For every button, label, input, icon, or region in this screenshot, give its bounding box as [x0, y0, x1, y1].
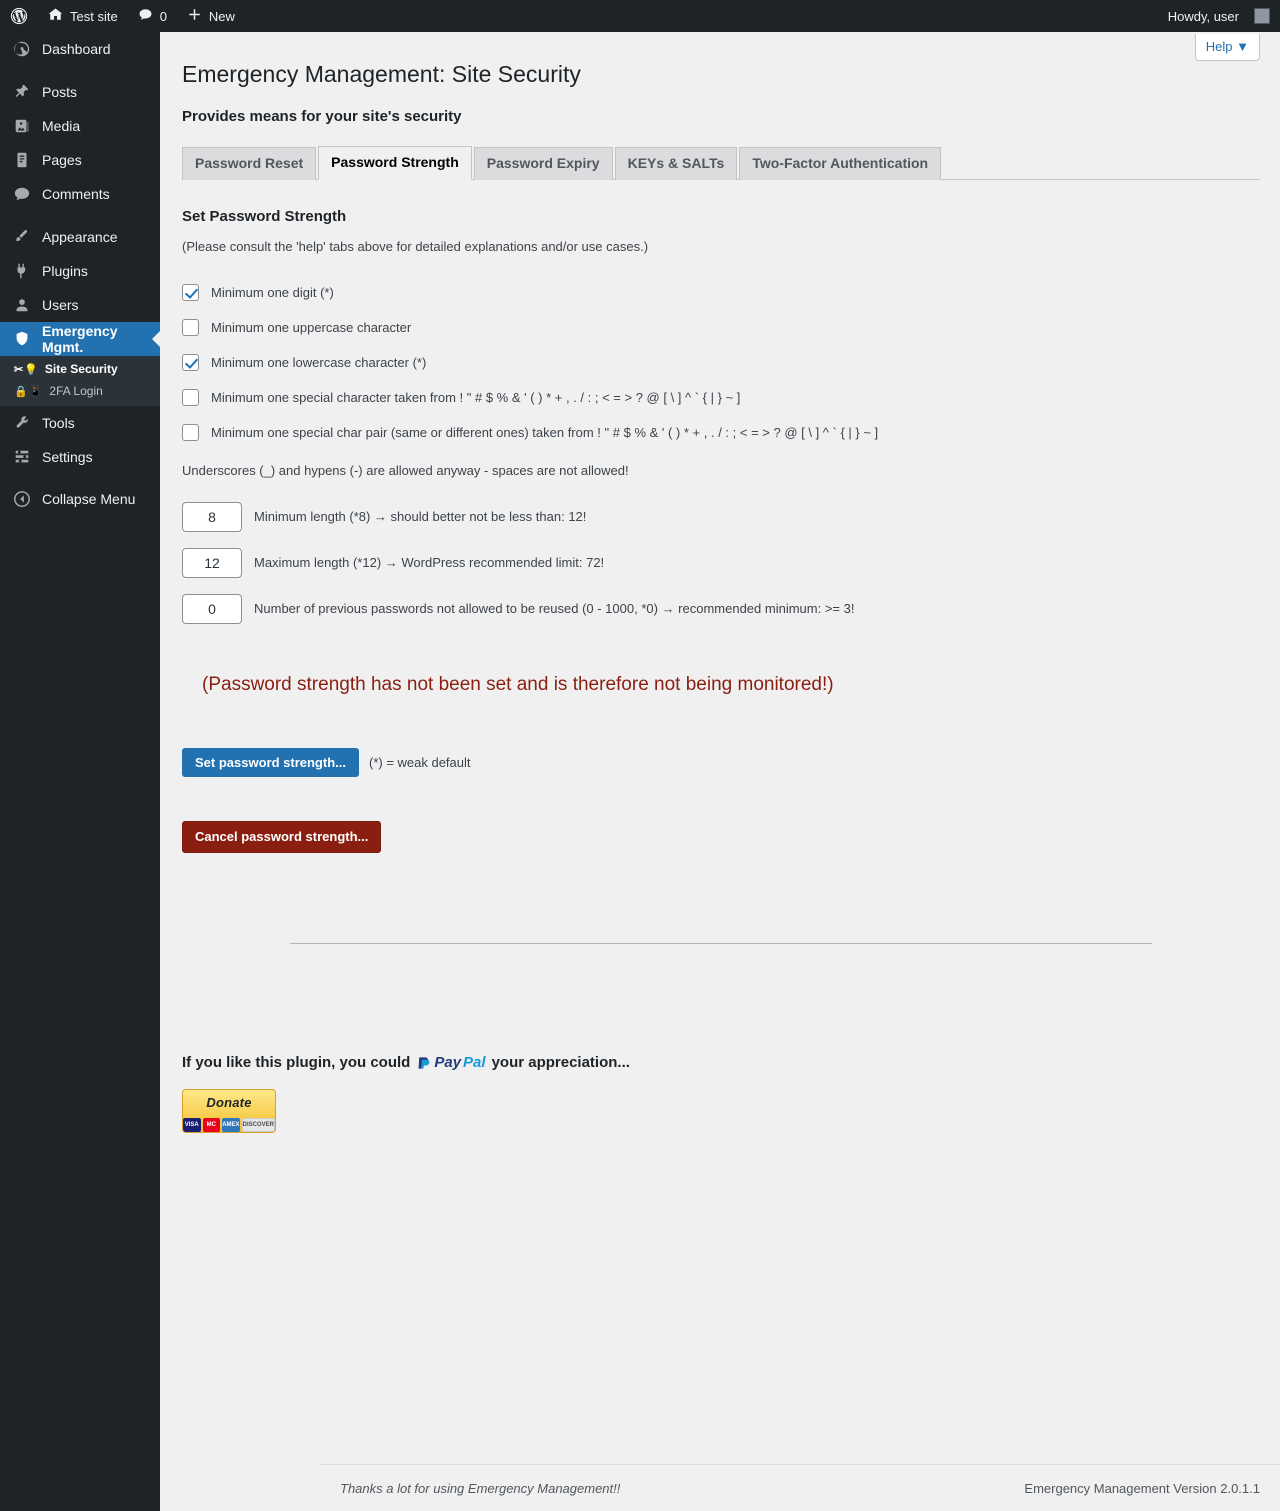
sidebar-item-comments[interactable] — [0, 177, 160, 211]
page-title: Emergency Management: Site Security — [182, 61, 581, 87]
user-icon — [12, 295, 32, 315]
tab-bar — [182, 147, 1260, 180]
comment-bubble-icon — [12, 184, 32, 204]
input-previous-passwords[interactable] — [182, 594, 242, 624]
chevron-down-icon: ▼ — [1236, 39, 1249, 54]
divider — [290, 943, 1152, 944]
sidebar-item-plugins[interactable] — [0, 254, 160, 288]
main-content — [160, 32, 1280, 1511]
mastercard-card-icon: MC — [203, 1118, 221, 1132]
sidebar-item-settings[interactable] — [0, 440, 160, 474]
new-label: New — [208, 8, 235, 24]
home-icon — [48, 7, 63, 25]
sidebar-label: Pages — [42, 152, 82, 168]
sidebar-label: Plugins — [42, 263, 88, 279]
input-minimum-length[interactable] — [182, 502, 242, 532]
sidebar-label: Dashboard — [42, 41, 111, 57]
sidebar-label: Comments — [42, 186, 110, 202]
collapse-arrow-icon — [12, 489, 32, 509]
sidebar-item-dashboard[interactable] — [0, 32, 160, 66]
admin-bar-new[interactable] — [177, 0, 245, 32]
checkbox-minimum-one-special-character[interactable] — [182, 389, 199, 406]
sidebar-separator — [0, 211, 160, 220]
setting-minimum-one-digit — [182, 284, 1260, 301]
submenu-label: 2FA Login — [49, 384, 103, 398]
label-maximum-length: Maximum length (*12) → WordPress recommended limit: 72! — [254, 555, 605, 571]
accepted-cards — [183, 1118, 275, 1132]
submit-row — [182, 748, 1260, 777]
row-previous-passwords — [182, 594, 1260, 624]
sidebar-submenu-emergency-mgmt — [0, 356, 160, 406]
donate-button[interactable] — [182, 1089, 276, 1133]
help-button[interactable] — [1195, 34, 1260, 61]
howdy-label: Howdy, user — [1167, 8, 1239, 24]
amex-card-icon: AMEX — [222, 1118, 240, 1132]
sidebar-label: Emergency Mgmt. — [42, 323, 118, 355]
setting-minimum-one-lowercase — [182, 354, 1260, 371]
collapse-menu-label: Collapse Menu — [42, 491, 136, 507]
sidebar-item-posts[interactable] — [0, 75, 160, 109]
scissors-bulb-icon: ✂💡 — [14, 363, 39, 376]
checkbox-minimum-one-uppercase[interactable] — [182, 319, 199, 336]
page-icon — [12, 150, 32, 170]
sidebar-label: Posts — [42, 84, 78, 100]
panel-note: (Please consult the 'help' tabs above for detailed explanations and/or use cases.) — [182, 238, 649, 254]
sidebar-label: Users — [42, 297, 79, 313]
section-title: Set Password Strength — [182, 207, 347, 225]
site-name-label: Test site — [70, 8, 118, 24]
visa-card-icon: VISA — [183, 1118, 201, 1132]
plus-icon — [187, 7, 202, 25]
status-warning-message: (Password strength has not been set and is therefore not being monitored!) — [202, 673, 834, 695]
dashboard-icon — [12, 39, 32, 59]
settings-icon — [12, 447, 32, 467]
media-icon — [12, 116, 32, 136]
tools-icon — [12, 413, 32, 433]
checkbox-label: Minimum one special character taken from ! " # $ % & ' ( ) * + , . / : ; < = > ? @ [ \ ] ^ ` { | } ~ ] — [211, 389, 741, 405]
page-subtitle: Provides means for your site's security — [182, 107, 462, 125]
row-minimum-length — [182, 502, 1260, 532]
label-previous-passwords: Number of previous passwords not allowed to be reused (0 - 1000, *0) → recommended minimum: >= 3! — [254, 601, 855, 617]
setting-minimum-one-uppercase — [182, 319, 1260, 336]
checkbox-label: Minimum one special char pair (same or different ones) taken from ! " # $ % & ' ( ) * + , . / : ; < = > ? @ [ \ ] ^ ` { | } ~ ] — [211, 424, 879, 440]
donate-title — [182, 1054, 1260, 1071]
submenu-label: Site Security — [44, 362, 118, 376]
submenu-item-site-security[interactable] — [0, 358, 160, 380]
weak-default-note: (*) = weak default — [368, 754, 471, 770]
checkbox-label: Minimum one digit (*) — [211, 284, 334, 300]
help-label: Help — [1205, 39, 1233, 54]
sidebar-label: Settings — [42, 449, 93, 465]
brush-icon — [12, 227, 32, 247]
tab-password-expiry[interactable]: Password Expiry — [474, 147, 613, 180]
avatar — [1254, 8, 1270, 24]
tab-keys-salts[interactable]: KEYs & SALTs — [615, 147, 738, 180]
discover-card-icon: DISCOVER — [242, 1118, 275, 1132]
comments-count: 0 — [159, 8, 167, 24]
input-maximum-length[interactable] — [182, 548, 242, 578]
admin-bar-site-name[interactable] — [38, 0, 128, 32]
password-strength-panel — [182, 180, 1260, 1133]
admin-bar — [0, 0, 1280, 32]
admin-footer — [320, 1464, 1280, 1511]
tab-password-reset[interactable]: Password Reset — [182, 147, 316, 180]
donate-text-after: your appreciation... — [491, 1054, 630, 1072]
tab-password-strength[interactable]: Password Strength — [318, 146, 472, 180]
checkbox-minimum-one-special-char-pair[interactable] — [182, 424, 199, 441]
shield-icon — [12, 329, 32, 349]
paypal-icon — [416, 1054, 485, 1071]
sidebar-item-pages[interactable] — [0, 143, 160, 177]
footer-version: Emergency Management Version 2.0.1.1 — [1024, 1480, 1260, 1496]
wordpress-logo-icon[interactable] — [0, 0, 38, 32]
lock-phone-icon: 🔒📱 — [14, 385, 44, 398]
sidebar-item-media[interactable] — [0, 109, 160, 143]
submenu-item-2fa-login[interactable] — [0, 380, 160, 402]
paypal-wordmark-pal: Pal — [463, 1054, 486, 1072]
sidebar-item-users[interactable] — [0, 288, 160, 322]
tab-two-factor-authentication[interactable]: Two-Factor Authentication — [739, 147, 941, 180]
setting-minimum-one-special-char-pair — [182, 424, 1260, 441]
pin-icon — [12, 82, 32, 102]
sidebar-label: Media — [42, 118, 81, 134]
setting-minimum-one-special-character — [182, 389, 1260, 406]
allowed-characters-hint: Underscores (_) and hypens (-) are allowed anyway - spaces are not allowed! — [182, 462, 629, 478]
checkbox-minimum-one-digit[interactable] — [182, 284, 199, 301]
sidebar-item-tools[interactable] — [0, 406, 160, 440]
sidebar-item-emergency-mgmt[interactable] — [0, 322, 160, 356]
help-tab-wrap — [1195, 34, 1260, 61]
sidebar-separator — [0, 66, 160, 75]
donate-block — [182, 1054, 1260, 1133]
set-password-strength-button[interactable]: Set password strength... — [182, 748, 359, 777]
sidebar-item-appearance[interactable] — [0, 220, 160, 254]
row-maximum-length — [182, 548, 1260, 578]
cancel-password-strength-button[interactable]: Cancel password strength... — [182, 821, 381, 853]
donate-text-before: If you like this plugin, you could — [182, 1054, 411, 1072]
collapse-menu-button[interactable] — [0, 482, 160, 516]
paypal-wordmark-pay: Pay — [434, 1054, 462, 1072]
checkbox-label: Minimum one lowercase character (*) — [211, 354, 427, 370]
plug-icon — [12, 261, 32, 281]
comment-bubble-icon — [138, 7, 153, 25]
checkbox-label: Minimum one uppercase character — [211, 319, 412, 335]
checkbox-minimum-one-lowercase[interactable] — [182, 354, 199, 371]
sidebar-label: Appearance — [42, 229, 118, 245]
admin-sidebar — [0, 32, 160, 1511]
footer-thanks: Thanks a lot for using Emergency Management!! — [340, 1480, 621, 1496]
sidebar-label: Tools — [42, 415, 75, 431]
donate-button-label: Donate — [206, 1095, 252, 1111]
admin-bar-comments[interactable] — [128, 0, 177, 32]
admin-bar-account[interactable] — [1158, 0, 1280, 32]
label-minimum-length: Minimum length (*8) → should better not be less than: 12! — [254, 509, 587, 525]
